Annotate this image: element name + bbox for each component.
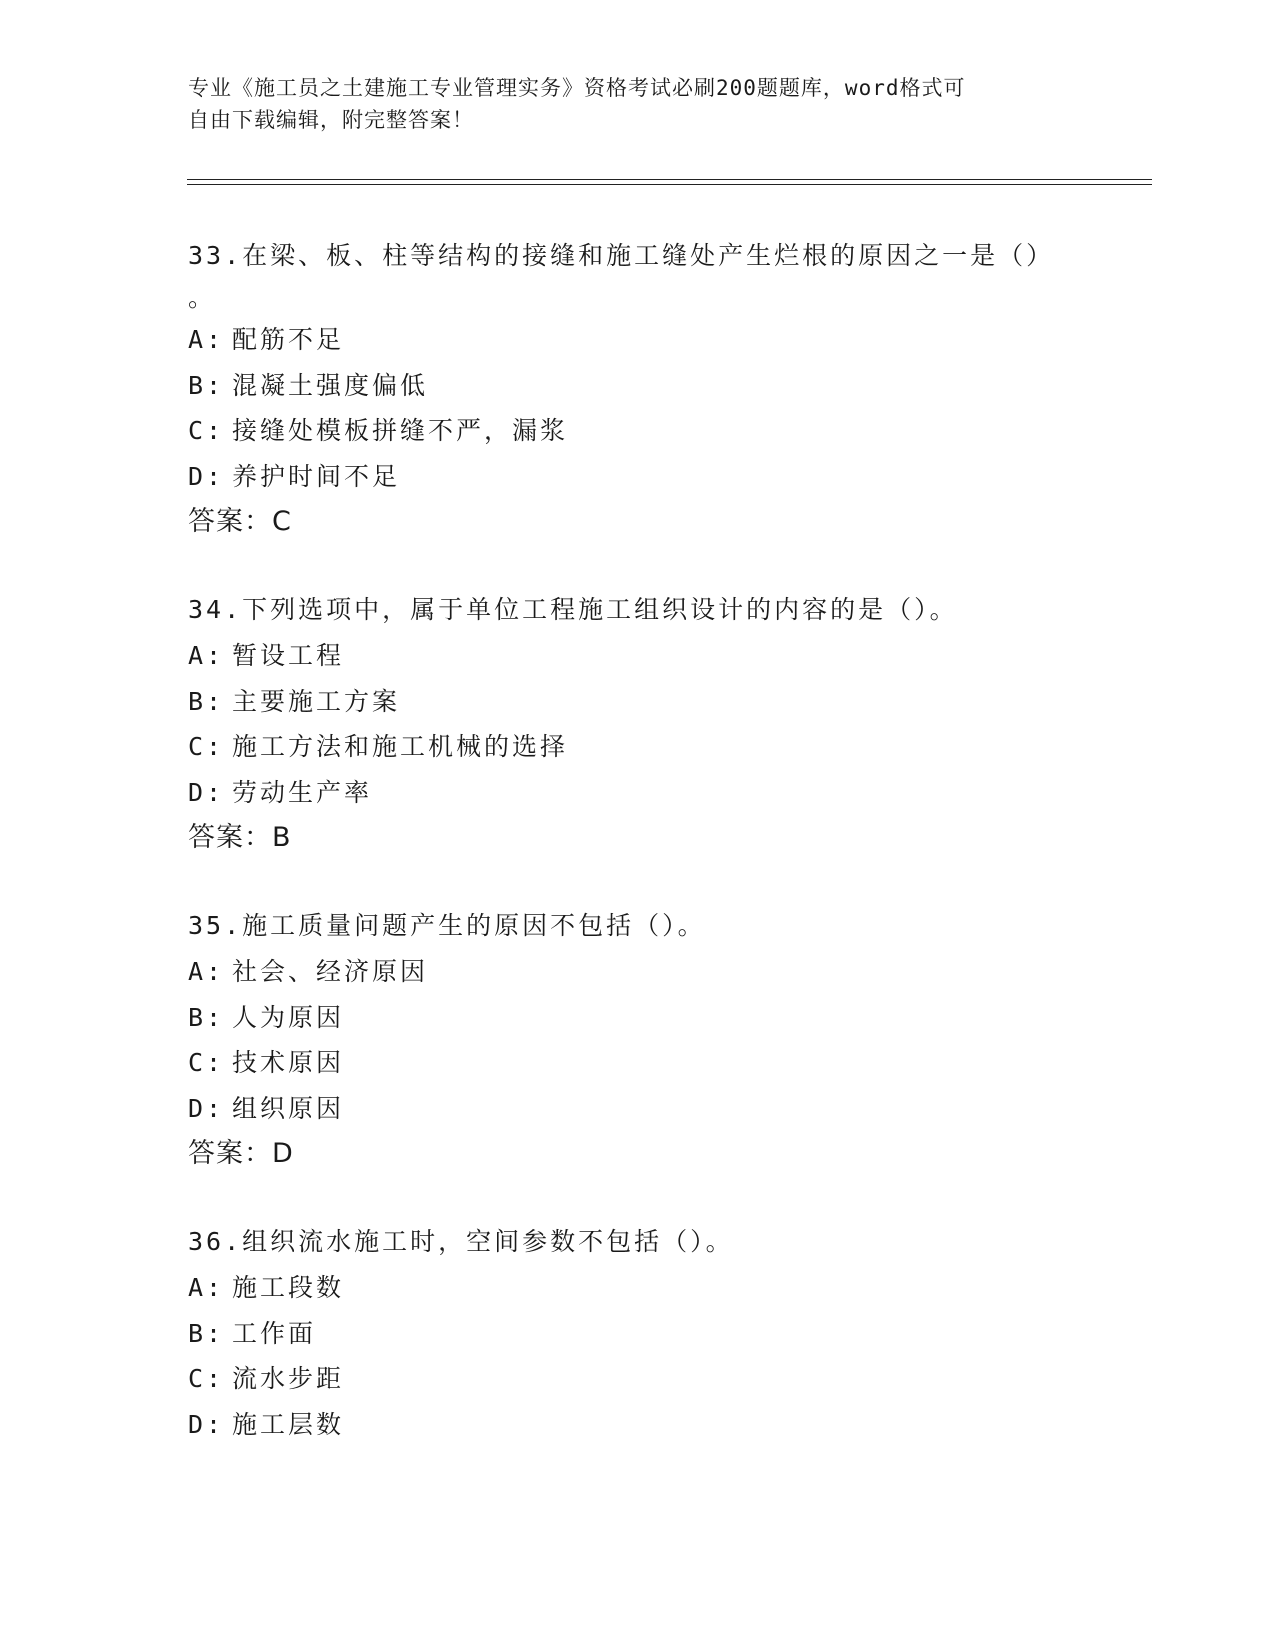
- option-a: [188, 949, 1088, 995]
- question-stem-continuation: 。: [188, 283, 217, 312]
- header-divider-top: [187, 179, 1152, 180]
- option-text: 暂设工程: [232, 641, 345, 670]
- header-line-1: 专业《施工员之土建施工专业管理实务》资格考试必刷200题题库，word格式可: [188, 76, 966, 100]
- option-letter: C:: [188, 732, 225, 761]
- option-text: 混凝土强度偏低: [232, 370, 429, 400]
- option-letter: C:: [188, 416, 225, 445]
- document-header: [188, 72, 1068, 136]
- option-d: [188, 1402, 1088, 1448]
- option-a: [188, 317, 1088, 363]
- option-letter: A:: [188, 641, 225, 670]
- option-text: 人为原因: [232, 1002, 345, 1032]
- option-d: [188, 454, 1088, 500]
- option-b: [188, 995, 1088, 1041]
- question-36: [188, 1219, 1088, 1447]
- option-letter: A:: [188, 1273, 225, 1302]
- option-c: [188, 1040, 1088, 1086]
- option-b: [188, 1311, 1088, 1357]
- answer-label: 答案：D: [188, 1138, 294, 1169]
- option-text: 流水步距: [232, 1364, 345, 1393]
- option-letter: D:: [188, 461, 225, 491]
- question-stem: 35.施工质量问题产生的原因不包括（）。: [188, 911, 706, 940]
- option-text: 施工层数: [232, 1409, 345, 1439]
- header-line-2: 自由下载编辑，附完整答案！: [188, 108, 474, 132]
- option-letter: A:: [188, 957, 225, 986]
- question-35: [188, 903, 1088, 1177]
- option-letter: B:: [188, 1002, 225, 1032]
- option-text: 施工段数: [232, 1273, 345, 1302]
- option-text: 组织原因: [232, 1093, 345, 1123]
- option-text: 接缝处模板拼缝不严，漏浆: [232, 416, 569, 445]
- option-letter: B:: [188, 1318, 225, 1348]
- option-text: 养护时间不足: [232, 461, 401, 491]
- option-d: [188, 1086, 1088, 1132]
- option-c: [188, 408, 1088, 454]
- question-stem: 34.下列选项中，属于单位工程施工组织设计的内容的是（）。: [188, 595, 958, 624]
- option-b: [188, 679, 1088, 725]
- option-text: 工作面: [232, 1318, 317, 1348]
- option-text: 配筋不足: [232, 325, 345, 354]
- option-d: [188, 770, 1088, 816]
- question-stem: 33.在梁、板、柱等结构的接缝和施工缝处产生烂根的原因之一是（）: [188, 241, 1055, 270]
- question-33: [188, 233, 1088, 545]
- option-c: [188, 1356, 1088, 1402]
- option-text: 技术原因: [232, 1048, 345, 1077]
- option-letter: B:: [188, 686, 225, 716]
- question-34: [188, 587, 1088, 861]
- option-letter: C:: [188, 1364, 225, 1393]
- option-text: 主要施工方案: [232, 686, 401, 716]
- option-letter: D:: [188, 1409, 225, 1439]
- option-letter: D:: [188, 777, 225, 807]
- option-text: 社会、经济原因: [232, 957, 429, 986]
- option-b: [188, 363, 1088, 409]
- answer-label: 答案：B: [188, 822, 292, 853]
- option-letter: C:: [188, 1048, 225, 1077]
- option-text: 施工方法和施工机械的选择: [232, 732, 569, 761]
- option-c: [188, 724, 1088, 770]
- question-stem: 36.组织流水施工时，空间参数不包括（）。: [188, 1227, 734, 1256]
- option-letter: B:: [188, 370, 225, 400]
- option-a: [188, 633, 1088, 679]
- answer-label: 答案：C: [188, 506, 292, 537]
- option-a: [188, 1265, 1088, 1311]
- option-text: 劳动生产率: [232, 777, 373, 807]
- option-letter: A:: [188, 325, 225, 354]
- option-letter: D:: [188, 1093, 225, 1123]
- header-divider-bottom: [187, 184, 1152, 185]
- question-list: [188, 233, 1088, 1489]
